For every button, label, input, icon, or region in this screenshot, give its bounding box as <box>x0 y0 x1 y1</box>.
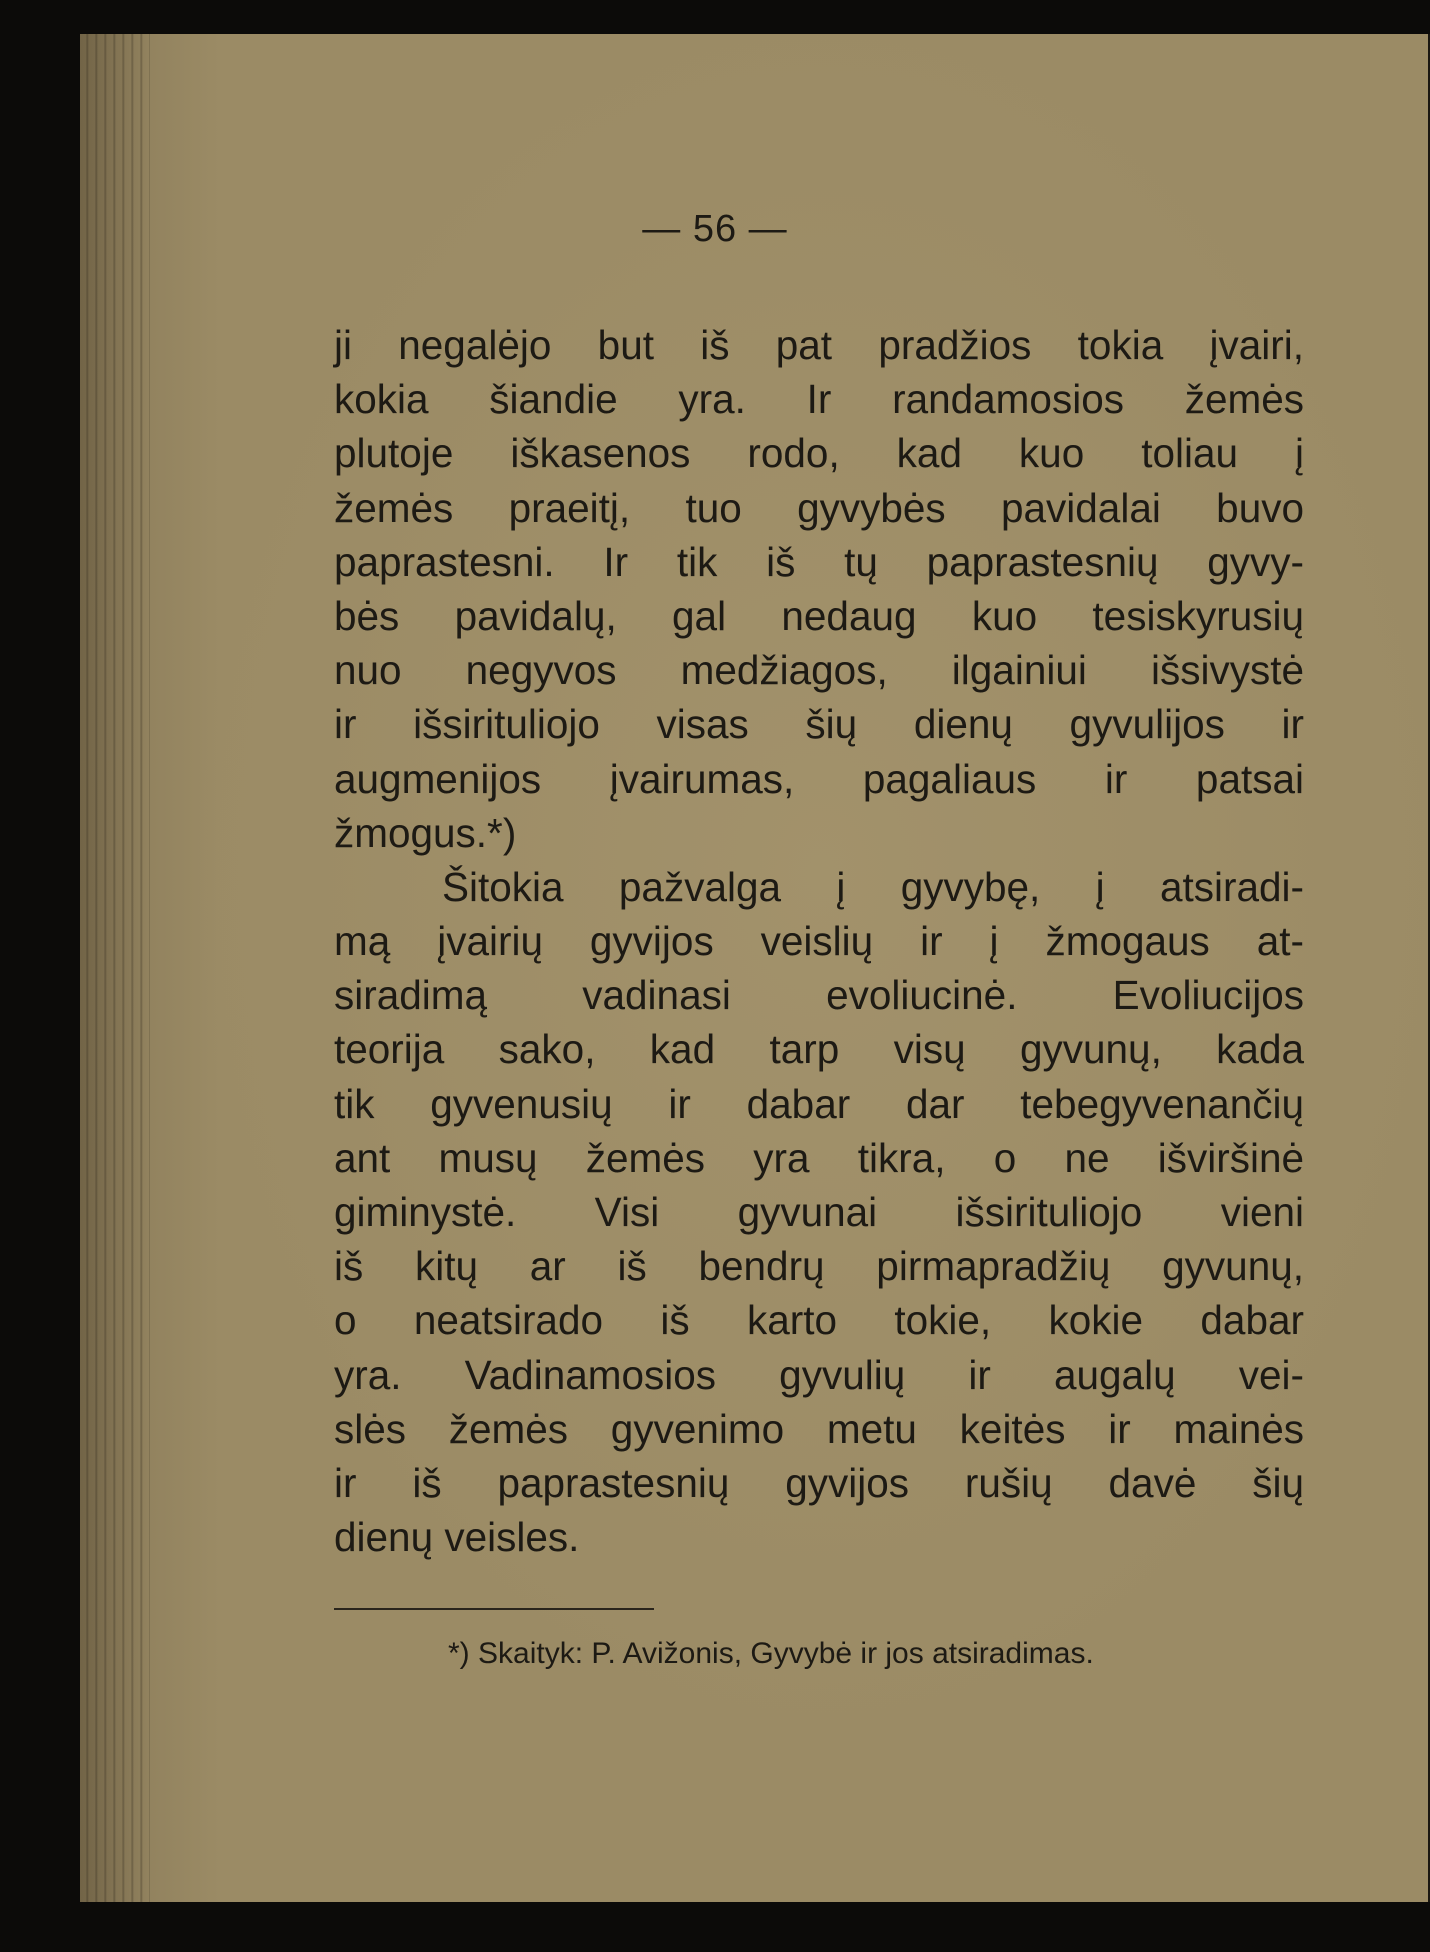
text-line: bės pavidalų, gal nedaug kuo tesiskyrusių <box>334 592 1304 639</box>
text-line: teorija sako, kad tarp visų gyvunų, kada <box>334 1026 1304 1073</box>
text-line: augmenijos įvairumas, pagaliaus ir patsai <box>334 755 1304 802</box>
text-line: ji negalėjo but iš pat pradžios tokia įvairi, <box>334 322 1304 368</box>
text-line: iš kitų ar iš bendrų pirmapradžių gyvunų, <box>334 1243 1304 1290</box>
text-line: ir iš paprastesnių gyvijos rušių davė šių <box>334 1459 1304 1506</box>
page-number: — 56 — <box>642 208 788 250</box>
text-line: žmogus.*) <box>334 809 517 856</box>
text-line: tik gyvenusių ir dabar dar tebegyvenančių <box>334 1080 1304 1127</box>
text-line: plutoje iškasenos rodo, kad kuo toliau į <box>334 430 1304 477</box>
footnote-rule <box>334 1608 654 1610</box>
text-line: nuo negyvos medžiagos, ilgainiui išsivystė <box>334 647 1304 694</box>
footnote: *) Skaityk: P. Avižonis, Gyvybė ir jos atsiradimas. <box>448 1637 1094 1670</box>
text-line: o neatsirado iš karto tokie, kokie dabar <box>334 1297 1304 1344</box>
text-line: Šitokia pažvalga į gyvybę, į atsiradi- <box>442 863 1304 910</box>
page-edge-shadow <box>80 34 150 1902</box>
text-line: ir išsirituliojo visas šių dienų gyvulijos ir <box>334 701 1304 748</box>
text-line: mą įvairių gyvijos veislių ir į žmogaus at- <box>334 918 1304 965</box>
text-line: slės žemės gyvenimo metu keitės ir mainės <box>334 1405 1304 1452</box>
text-line: paprastesni. Ir tik iš tų paprastesnių gyvy- <box>334 538 1304 585</box>
text-line: siradimą vadinasi evoliucinė. Evoliucijos <box>334 972 1304 1019</box>
text-line: žemės praeitį, tuo gyvybės pavidalai buvo <box>334 484 1304 531</box>
text-line: ant musų žemės yra tikra, o ne išviršinė <box>334 1134 1304 1181</box>
text-line: kokia šiandie yra. Ir randamosios žemės <box>334 376 1304 423</box>
text-line: yra. Vadinamosios gyvulių ir augalų vei- <box>334 1351 1304 1398</box>
text-line: giminystė. Visi gyvunai išsirituliojo vieni <box>334 1189 1304 1235</box>
text-line: dienų veisles. <box>334 1514 580 1561</box>
body-text <box>334 318 1304 1564</box>
